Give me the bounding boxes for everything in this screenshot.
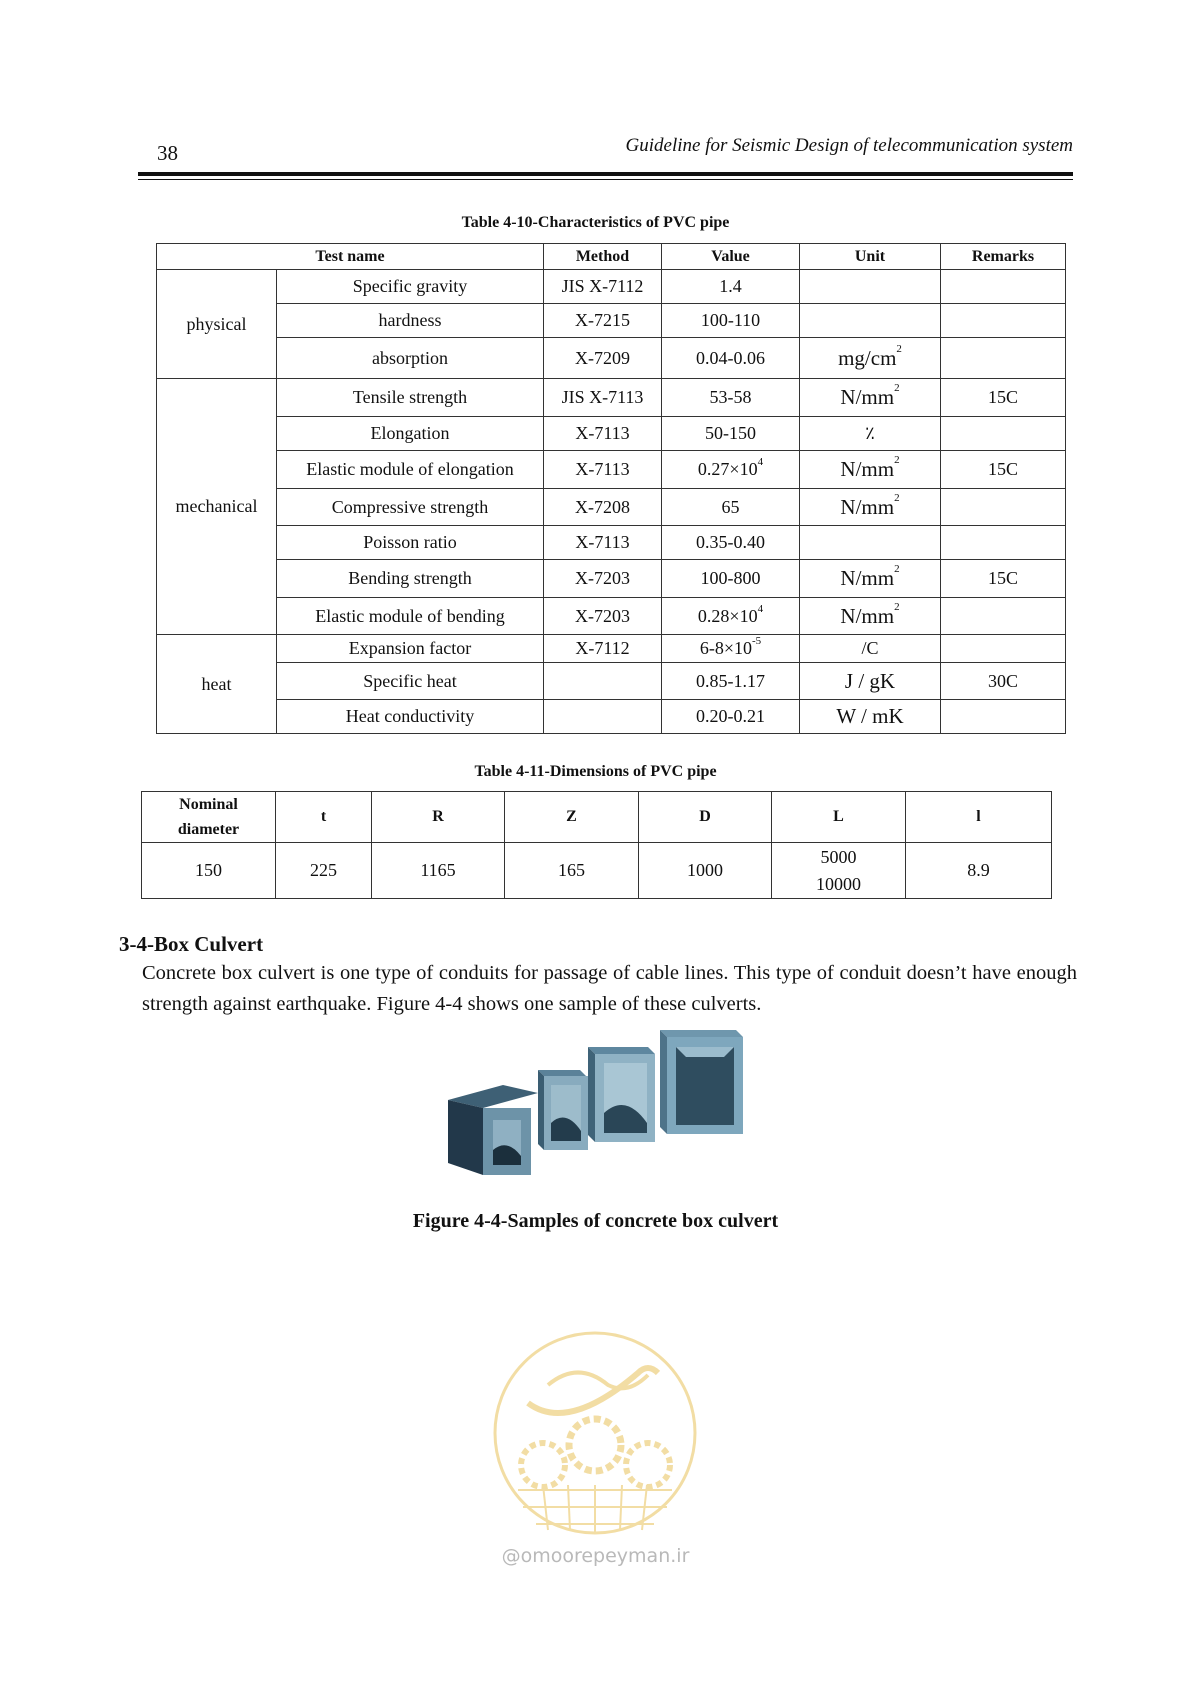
table-caption-4-11: Table 4-11-Dimensions of PVC pipe xyxy=(474,763,717,780)
value-cell: 53-58 xyxy=(662,379,800,417)
remarks-cell: 15C xyxy=(941,379,1066,417)
method-cell: X-7203 xyxy=(544,560,662,598)
header-l-upper: L xyxy=(772,792,906,843)
method-cell: JIS X-7112 xyxy=(544,270,662,304)
test-name-cell: Heat conductivity xyxy=(277,700,544,734)
remarks-cell: 15C xyxy=(941,451,1066,489)
method-cell: JIS X-7113 xyxy=(544,379,662,417)
d-cell: 1000 xyxy=(639,843,772,899)
header-t: t xyxy=(276,792,372,843)
header-test-name: Test name xyxy=(157,244,544,270)
value-cell: 0.85-1.17 xyxy=(662,663,800,700)
header-l-lower: l xyxy=(906,792,1052,843)
test-name-cell: Elastic module of elongation xyxy=(277,451,544,489)
unit-cell: $N/mm^2$ xyxy=(800,560,941,598)
test-name-cell: Tensile strength xyxy=(277,379,544,417)
page-number: 38 xyxy=(157,141,178,165)
value-cell: 0.20-0.21 xyxy=(662,700,800,734)
category-cell: physical xyxy=(157,270,277,379)
method-cell xyxy=(544,663,662,700)
test-name-cell: Poisson ratio xyxy=(277,526,544,560)
test-name-cell: Bending strength xyxy=(277,560,544,598)
test-name-cell: Compressive strength xyxy=(277,489,544,526)
remarks-cell xyxy=(941,700,1066,734)
remarks-cell xyxy=(941,270,1066,304)
r-cell: 1165 xyxy=(372,843,505,899)
value-cell: $0.28\times 10^4$ xyxy=(662,598,800,635)
culvert-medium xyxy=(538,1070,588,1150)
method-cell: X-7215 xyxy=(544,304,662,338)
table-row xyxy=(157,635,1066,663)
table-row xyxy=(157,451,1066,489)
unit-cell xyxy=(800,526,941,560)
remarks-cell xyxy=(941,304,1066,338)
body-paragraph: Concrete box culvert is one type of conduits for passage of cable lines. This type of conduit doesn’t have enough strength against earthquake. Figure 4-4 shows one sample of these culverts. xyxy=(142,962,1077,1015)
value-cell: 100-110 xyxy=(662,304,800,338)
remarks-cell xyxy=(941,635,1066,663)
z-cell: 165 xyxy=(505,843,639,899)
nominal-diameter-cell: 150 xyxy=(142,843,276,899)
pvc-characteristics-table xyxy=(156,243,1066,734)
value-cell: 100-800 xyxy=(662,560,800,598)
method-cell: X-7112 xyxy=(544,635,662,663)
watermark-url: @omoorepeyman.ir xyxy=(501,1545,690,1567)
table-row xyxy=(157,700,1066,734)
table-row xyxy=(157,338,1066,379)
remarks-cell xyxy=(941,598,1066,635)
header-z: Z xyxy=(505,792,639,843)
unit-cell: J / gK xyxy=(800,663,941,700)
header-rule-thick xyxy=(138,172,1073,176)
remarks-cell xyxy=(941,338,1066,379)
method-cell: X-7113 xyxy=(544,417,662,451)
value-cell: 65 xyxy=(662,489,800,526)
table-row xyxy=(157,489,1066,526)
remarks-cell xyxy=(941,526,1066,560)
method-cell: X-7203 xyxy=(544,598,662,635)
header-d: D xyxy=(639,792,772,843)
table-header-row xyxy=(157,244,1066,270)
test-name-cell: Specific gravity xyxy=(277,270,544,304)
table-row xyxy=(157,598,1066,635)
category-cell: mechanical xyxy=(157,379,277,635)
test-name-cell: absorption xyxy=(277,338,544,379)
unit-cell xyxy=(800,304,941,338)
watermark-seal xyxy=(488,1325,702,1565)
unit-cell xyxy=(800,270,941,304)
running-title: Guideline for Seismic Design of telecommunication system xyxy=(625,135,1073,156)
box-culvert-photo xyxy=(438,1025,778,1185)
value-cell: $6-8\times 10^{-5}$ xyxy=(662,635,800,663)
header-method: Method xyxy=(544,244,662,270)
test-name-cell: Expansion factor xyxy=(277,635,544,663)
method-cell: X-7113 xyxy=(544,526,662,560)
table-row xyxy=(157,417,1066,451)
method-cell: X-7113 xyxy=(544,451,662,489)
culvert-medium-large xyxy=(588,1047,655,1142)
method-cell: X-7209 xyxy=(544,338,662,379)
l-upper-cell: 5000 10000 xyxy=(772,843,906,899)
remarks-cell xyxy=(941,417,1066,451)
unit-cell: ٪ xyxy=(800,417,941,451)
l-lower-cell: 8.9 xyxy=(906,843,1052,899)
unit-cell: W / mK xyxy=(800,700,941,734)
value-cell: $0.27\times 10^4$ xyxy=(662,451,800,489)
method-cell xyxy=(544,700,662,734)
table-row xyxy=(157,379,1066,417)
header-nominal-diameter: Nominal diameter xyxy=(142,792,276,843)
table-row xyxy=(157,560,1066,598)
header-value: Value xyxy=(662,244,800,270)
table-row xyxy=(157,270,1066,304)
header-rule-thin xyxy=(138,179,1073,180)
method-cell: X-7208 xyxy=(544,489,662,526)
table-header-row xyxy=(142,792,1052,843)
header-remarks: Remarks xyxy=(941,244,1066,270)
value-cell: 0.04-0.06 xyxy=(662,338,800,379)
unit-cell: $N/mm^2$ xyxy=(800,379,941,417)
test-name-cell: Elastic module of bending xyxy=(277,598,544,635)
figure-caption: Figure 4-4-Samples of concrete box culvert xyxy=(412,1210,779,1232)
header-unit: Unit xyxy=(800,244,941,270)
unit-cell: $N/mm^2$ xyxy=(800,489,941,526)
table-caption-4-10: Table 4-10-Characteristics of PVC pipe xyxy=(461,214,730,231)
table-row xyxy=(157,663,1066,700)
culvert-small xyxy=(448,1085,538,1175)
remarks-cell: 30C xyxy=(941,663,1066,700)
remarks-cell xyxy=(941,489,1066,526)
value-cell: 50-150 xyxy=(662,417,800,451)
value-cell: 0.35-0.40 xyxy=(662,526,800,560)
culvert-large xyxy=(660,1030,743,1134)
section-heading: 3-4-Box Culvert xyxy=(119,932,264,956)
remarks-cell: 15C xyxy=(941,560,1066,598)
table-row xyxy=(157,526,1066,560)
table-row xyxy=(157,304,1066,338)
unit-cell: $mg/cm^2$ xyxy=(800,338,941,379)
t-cell: 225 xyxy=(276,843,372,899)
category-cell: heat xyxy=(157,635,277,734)
test-name-cell: hardness xyxy=(277,304,544,338)
unit-cell: $N/mm^2$ xyxy=(800,598,941,635)
header-r: R xyxy=(372,792,505,843)
test-name-cell: Specific heat xyxy=(277,663,544,700)
pvc-dimensions-table xyxy=(141,791,1052,899)
unit-cell: $N/mm^2$ xyxy=(800,451,941,489)
unit-cell: /C xyxy=(800,635,941,663)
value-cell: 1.4 xyxy=(662,270,800,304)
table-row xyxy=(142,843,1052,899)
test-name-cell: Elongation xyxy=(277,417,544,451)
